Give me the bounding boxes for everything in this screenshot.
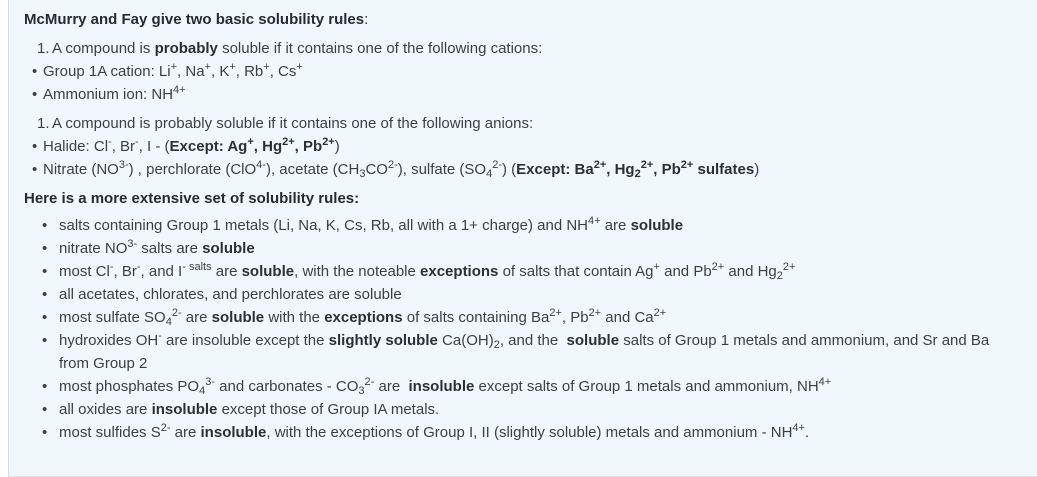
- bullet-marker: •: [42, 286, 48, 303]
- text-run: , Pb: [561, 309, 589, 326]
- text-run: , with the noteable: [294, 263, 421, 280]
- superscript-text: +: [296, 61, 303, 73]
- text-run: are: [374, 378, 409, 395]
- solubility-rules-document: [9, 8, 1021, 444]
- bullet-marker: •: [42, 378, 48, 395]
- subscript-text: 2: [634, 168, 641, 180]
- text-run: .: [804, 424, 810, 441]
- text-run: Nitrate (NO: [43, 161, 119, 178]
- text-run: soluble: [202, 240, 255, 257]
- text-run: insoluble: [408, 378, 475, 395]
- bullet-list-item: [9, 214, 1021, 237]
- text-run: of salts that contain Ag: [498, 263, 654, 280]
- text-run: hydroxides OH: [59, 332, 159, 349]
- bullet-marker: •: [32, 86, 38, 103]
- text-run: exceptions: [324, 309, 403, 326]
- text-run: salts are: [137, 240, 203, 257]
- text-run: ), sulfate (SO: [397, 161, 487, 178]
- superscript-text: +: [204, 61, 211, 73]
- text-run: and Pb: [659, 263, 712, 280]
- text-run: are: [211, 263, 242, 280]
- text-run: , K: [210, 63, 230, 80]
- text-run: , Na: [177, 63, 205, 80]
- text-run: , and I: [140, 263, 183, 280]
- text-run: and carbonates - CO: [214, 378, 359, 395]
- text-run: soluble: [566, 332, 620, 349]
- bullet-marker: •: [42, 240, 48, 257]
- text-run: soluble: [211, 309, 265, 326]
- text-run: Ca(OH): [437, 332, 494, 349]
- subscript-text: 4: [486, 168, 493, 180]
- bullet-list-item: [9, 329, 1021, 375]
- subscript-text: 3: [358, 385, 365, 397]
- bullet-list-item: [9, 375, 1021, 398]
- left-gutter: [0, 0, 9, 477]
- text-run: nitrate NO: [59, 240, 128, 257]
- list-number-marker: 1.: [37, 115, 50, 132]
- text-run: soluble: [241, 263, 295, 280]
- text-run: most sulfides S: [59, 424, 161, 441]
- superscript-text: +: [229, 61, 236, 73]
- bullet-marker: •: [32, 138, 38, 155]
- text-run: soluble: [630, 217, 684, 234]
- text-run: all oxides are: [59, 401, 152, 418]
- superscript-text: +: [170, 61, 178, 73]
- text-run: slightly soluble: [328, 332, 438, 349]
- text-run: , I - (: [138, 138, 170, 155]
- numbered-list-item: [9, 37, 1021, 60]
- subscript-text: 3: [359, 168, 366, 180]
- superscript-text: 3-: [205, 376, 215, 388]
- superscript-text: 4+: [173, 84, 186, 96]
- superscript-text: 2-: [171, 307, 182, 319]
- text-run: sulfates: [693, 161, 755, 178]
- bullet-list-item: [9, 60, 1021, 83]
- superscript-text: 2+: [593, 159, 607, 171]
- superscript-text: 4+: [588, 215, 601, 227]
- bullet-list-item: [9, 260, 1021, 283]
- text-run: are insoluble except the: [161, 332, 329, 349]
- superscript-text: 2+: [782, 261, 796, 273]
- text-run: exceptions: [420, 263, 499, 280]
- text-run: soluble if it contains one of the following cations:: [217, 40, 543, 57]
- text-run: most Cl: [59, 263, 110, 280]
- section-heading: [9, 8, 1021, 31]
- text-run: Except: Ba: [516, 161, 594, 178]
- bullet-list-item: [9, 83, 1021, 106]
- superscript-text: 2+: [588, 307, 602, 319]
- text-run: salts of Group 1 metals and ammonium, and Sr and Ba: [619, 332, 990, 349]
- text-run: insoluble: [200, 424, 267, 441]
- superscript-text: 2-: [364, 376, 375, 388]
- superscript-text: 2+: [653, 307, 667, 319]
- text-run: ): [754, 161, 760, 178]
- superscript-text: +: [653, 261, 660, 273]
- superscript-text: 2+: [680, 159, 694, 171]
- bullet-marker: •: [42, 263, 48, 280]
- text-run: and Hg: [724, 263, 777, 280]
- text-run: :: [364, 11, 369, 28]
- bullet-list-item: [9, 237, 1021, 260]
- bullet-marker: •: [42, 424, 48, 441]
- text-run: salts containing Group 1 metals (Li, Na, K, Cs, Rb, all with a 1+ charge) and NH: [59, 217, 588, 234]
- bullet-marker: •: [32, 161, 38, 178]
- text-run: Here is a more extensive set of solubility rules:: [24, 190, 360, 207]
- text-run: , and the: [499, 332, 567, 349]
- text-run: A compound is probably soluble if it contains one of the following anions:: [52, 115, 534, 132]
- superscript-text: 3-: [118, 159, 129, 171]
- text-run: , Hg: [606, 161, 635, 178]
- text-run: Halide: Cl: [43, 138, 109, 155]
- text-run: , Br: [113, 263, 137, 280]
- superscript-text: 4-: [256, 159, 266, 171]
- text-run: , Pb: [294, 138, 323, 155]
- text-run: with the: [264, 309, 325, 326]
- superscript-text: +: [247, 136, 254, 148]
- superscript-text: 4+: [818, 376, 832, 388]
- superscript-text: -: [136, 261, 141, 273]
- text-run: insoluble: [151, 401, 218, 418]
- subscript-text: 4: [165, 316, 172, 328]
- text-run: from Group 2: [59, 355, 148, 372]
- text-run: except salts of Group 1 metals and ammonium, NH: [474, 378, 819, 395]
- text-run: ) (: [502, 161, 517, 178]
- bullet-list-item: [9, 283, 1021, 306]
- superscript-text: 2+: [549, 307, 562, 319]
- subscript-text: 2: [776, 270, 783, 282]
- text-run: Group 1A cation: Li: [43, 63, 171, 80]
- text-run: , Cs: [269, 63, 297, 80]
- text-run: McMurry and Fay give two basic solubility rules: [24, 11, 365, 28]
- superscript-text: -: [158, 330, 162, 342]
- superscript-text: 2+: [640, 159, 654, 171]
- text-run: ) , perchlorate (ClO: [128, 161, 257, 178]
- bullet-marker: •: [42, 217, 48, 234]
- superscript-text: - salts: [182, 261, 212, 273]
- answer-panel: [9, 0, 1037, 477]
- superscript-text: +: [263, 61, 270, 73]
- superscript-text: -: [135, 136, 139, 148]
- bullet-list-item: [9, 158, 1021, 181]
- superscript-text: 4+: [792, 422, 805, 434]
- list-number-marker: 1.: [37, 40, 50, 57]
- text-run: except those of Group IA metals.: [217, 401, 440, 418]
- text-run: , Hg: [253, 138, 283, 155]
- superscript-text: 2+: [282, 136, 295, 148]
- text-run: all acetates, chlorates, and perchlorates are soluble: [59, 286, 402, 303]
- text-run: of salts containing Ba: [402, 309, 550, 326]
- text-run: , Pb: [653, 161, 681, 178]
- text-run: and Ca: [601, 309, 654, 326]
- bullet-marker: •: [32, 63, 38, 80]
- bullet-marker: •: [42, 332, 48, 349]
- text-run: probably: [154, 40, 218, 57]
- text-run: Ammonium ion: NH: [43, 86, 174, 103]
- bullet-list-item: [9, 135, 1021, 158]
- text-run: Except: Ag: [169, 138, 248, 155]
- text-run: most phosphates PO: [59, 378, 200, 395]
- bullet-marker: •: [42, 309, 48, 326]
- text-run: are: [170, 424, 201, 441]
- text-run: are: [600, 217, 631, 234]
- subscript-text: 4: [199, 385, 206, 397]
- numbered-list-item: [9, 112, 1021, 135]
- text-run: A compound is: [52, 40, 155, 57]
- text-run: most sulfate SO: [59, 309, 166, 326]
- superscript-text: 2-: [160, 422, 171, 434]
- superscript-text: -: [108, 136, 112, 148]
- superscript-text: -: [109, 261, 114, 273]
- text-run: , with the exceptions of Group I, II (slightly soluble) metals and ammonium - NH: [266, 424, 793, 441]
- text-run: , Rb: [235, 63, 264, 80]
- superscript-text: 2+: [322, 136, 335, 148]
- superscript-text: 2-: [492, 159, 502, 171]
- text-run: are: [181, 309, 212, 326]
- subscript-text: 2: [493, 339, 500, 351]
- text-run: ), acetate (CH: [265, 161, 360, 178]
- superscript-text: 2-: [387, 159, 398, 171]
- superscript-text: 3-: [127, 238, 138, 250]
- bullet-list-item: [9, 398, 1021, 421]
- superscript-text: 2+: [711, 261, 725, 273]
- text-run: CO: [365, 161, 388, 178]
- section-heading: [9, 187, 1021, 210]
- bullet-list-item: [9, 306, 1021, 329]
- text-run: ): [334, 138, 340, 155]
- bullet-list-item: [9, 421, 1021, 444]
- text-run: , Br: [111, 138, 136, 155]
- bullet-marker: •: [42, 401, 48, 418]
